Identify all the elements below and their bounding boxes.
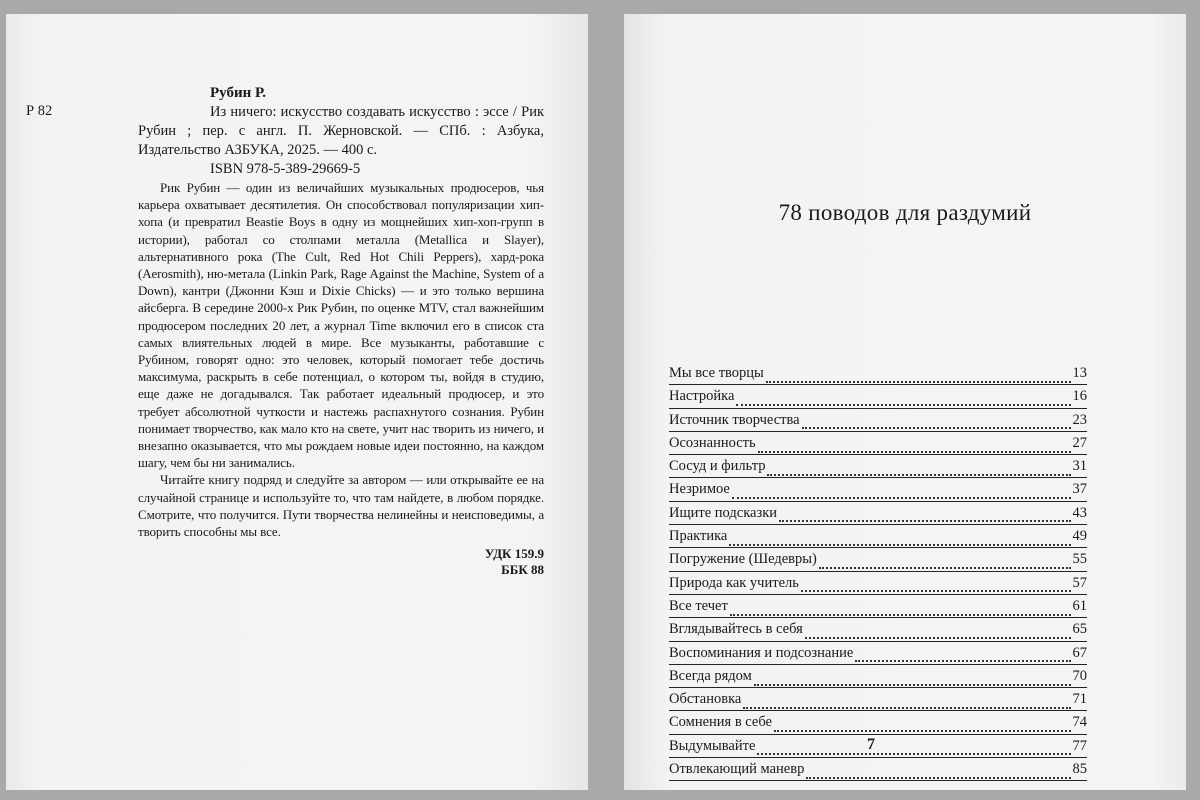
toc-entry-page: 31 bbox=[1072, 458, 1087, 475]
dot-leader bbox=[754, 671, 1071, 686]
toc-entry-page: 67 bbox=[1072, 644, 1087, 661]
toc-entry-page: 49 bbox=[1072, 528, 1087, 545]
toc-entry[interactable] bbox=[669, 688, 1087, 711]
toc-entry-page: 77 bbox=[1072, 737, 1087, 754]
toc-entry[interactable] bbox=[669, 548, 1087, 571]
toc-entry-page: 37 bbox=[1072, 481, 1087, 498]
toc-entry-page: 71 bbox=[1072, 691, 1087, 708]
toc-entry[interactable] bbox=[669, 618, 1087, 641]
classification-indices bbox=[138, 546, 544, 578]
dot-leader bbox=[758, 438, 1071, 453]
dot-leader bbox=[736, 391, 1070, 406]
toc-entry-title: Всегда рядом bbox=[669, 667, 752, 684]
toc-entry-title: Природа как учитель bbox=[669, 574, 799, 591]
toc-entry-title: Мы все творцы bbox=[669, 365, 764, 381]
toc-entry-title: Обстановка bbox=[669, 691, 742, 708]
bbk-code: ББК 88 bbox=[501, 562, 544, 578]
toc-entry-page: 65 bbox=[1072, 621, 1087, 638]
contents-heading: 78 поводов для раздумий bbox=[778, 200, 1032, 225]
toc-entry-page: 57 bbox=[1072, 574, 1087, 591]
toc-entry[interactable] bbox=[669, 478, 1087, 501]
toc-entry[interactable] bbox=[669, 385, 1087, 408]
toc-entry[interactable] bbox=[669, 595, 1087, 618]
dot-leader bbox=[819, 554, 1071, 569]
toc-entry-title: Сосуд и фильтр bbox=[669, 458, 766, 475]
toc-entry[interactable] bbox=[669, 409, 1087, 432]
toc-entry[interactable] bbox=[669, 665, 1087, 688]
right-page bbox=[624, 14, 1186, 790]
toc-entry[interactable] bbox=[669, 432, 1087, 455]
dot-leader bbox=[766, 368, 1071, 383]
toc-entry-title: Сомнения в себе bbox=[669, 714, 772, 731]
toc-entry-page: 16 bbox=[1072, 388, 1087, 405]
toc-entry[interactable] bbox=[669, 502, 1087, 525]
toc-entry-page: 70 bbox=[1072, 667, 1087, 684]
title-record: Из ничего: искусство создавать искусство : эссе / Рик Рубин ; пер. с англ. П. Жерновской. — СПб. : Азбука, Издательство АЗБУКА, 2025. — 400 с. bbox=[138, 104, 544, 158]
dot-leader bbox=[730, 601, 1071, 616]
toc-entry-title: Осознанность bbox=[669, 434, 756, 451]
toc-entry-title: Источник творчества bbox=[669, 411, 800, 428]
dot-leader bbox=[774, 717, 1071, 732]
toc-entry[interactable] bbox=[669, 362, 1087, 385]
udk-code: УДК 159.9 bbox=[484, 546, 544, 562]
toc-entry-page: 55 bbox=[1072, 551, 1087, 568]
table-of-contents bbox=[669, 362, 1087, 781]
toc-entry-title: Погружение (Шедевры) bbox=[669, 551, 817, 568]
toc-entry-title: Выдумывайте bbox=[669, 737, 756, 754]
dot-leader bbox=[743, 694, 1070, 709]
dot-leader bbox=[802, 414, 1071, 429]
toc-entry-title: Воспоминания и подсознание bbox=[669, 644, 854, 661]
toc-entry-title: Отвлекающий маневр bbox=[669, 761, 805, 778]
toc-entry-page: 23 bbox=[1072, 411, 1087, 428]
dot-leader bbox=[806, 764, 1070, 779]
toc-entry-page: 74 bbox=[1072, 714, 1087, 731]
toc-entry-title: Незримое bbox=[669, 481, 730, 498]
author-heading: Рубин Р. bbox=[210, 85, 267, 101]
dot-leader bbox=[779, 507, 1071, 522]
dot-leader bbox=[729, 531, 1070, 546]
toc-entry-title: Вглядывайтесь в себя bbox=[669, 621, 803, 638]
toc-entry-page: 43 bbox=[1072, 504, 1087, 521]
toc-entry[interactable] bbox=[669, 711, 1087, 734]
toc-entry[interactable] bbox=[669, 758, 1087, 781]
toc-entry[interactable] bbox=[669, 572, 1087, 595]
dot-leader bbox=[767, 461, 1070, 476]
isbn: ISBN 978-5-389-29669-5 bbox=[210, 161, 361, 177]
toc-entry-title: Все течет bbox=[669, 597, 728, 614]
annotation bbox=[138, 179, 544, 540]
dot-leader bbox=[805, 624, 1071, 639]
left-page bbox=[6, 14, 588, 790]
toc-entry-title: Настройка bbox=[669, 388, 735, 405]
dot-leader bbox=[732, 484, 1071, 499]
classification-code: Р 82 bbox=[26, 103, 53, 119]
toc-entry-page: 61 bbox=[1072, 597, 1087, 614]
toc-entry-page: 85 bbox=[1072, 761, 1087, 778]
toc-entry[interactable] bbox=[669, 525, 1087, 548]
dot-leader bbox=[855, 647, 1070, 662]
toc-entry-title: Ищите подсказки bbox=[669, 504, 777, 521]
toc-entry-title: Практика bbox=[669, 528, 728, 545]
toc-entry-page: 27 bbox=[1072, 434, 1087, 451]
annotation-paragraph: Рик Рубин — один из величайших музыкальных продюсеров, чья карьера охватывает десятилетия. Он способствовал популяризации хип-хопа (и превратил Beastie Boys в одну из мощнейших хип-хоп-групп в истории), работал со столпами металла (Metallica и Slayer), альтернативного рока (The Cult, Red Hot Chili Peppers), хард-рока (Aerosmith), ню-метала (Linkin Park, Rage Against the Machine, System of a Down), кантри (Джонни Кэш и Dixie Chicks) — и это только вершина айсберга. В середине 2000-х Рик Рубин, по оценке MTV, стал важнейшим продюсером последних 20 лет, а журнал Time включил его в список ста самых влиятельных людей в мире. Все музыканты, работавшие с Рубином, говорят одно: это человек, который помогает тебе достичь максимума, раскрыть в себе потенциал, о котором ты, войдя в студию, еще даже не догадывался. Так работает идеальный продюсер, и это требует абсолютной чуткости и настежь распахнутого сознания. Рубин понимает творчество, как мало кто на свете, учит нас творить из ничего, и внезапно оказывается, что мы рождаем новые идеи постоянно, на каждом шагу, чем бы ни занимались. bbox=[138, 180, 544, 471]
page-number: 7 bbox=[867, 736, 875, 753]
toc-entry-page: 13 bbox=[1072, 365, 1087, 381]
annotation-paragraph: Читайте книгу подряд и следуйте за автором — или открывайте ее на случайной странице и используйте то, что там найдете, в любом порядке. Смотрите, что получится. Пути творчества нелинейны и неисповедимы, а творить способны мы все. bbox=[138, 472, 544, 540]
toc-entry[interactable] bbox=[669, 642, 1087, 665]
bibliographic-record bbox=[26, 84, 544, 578]
dot-leader bbox=[801, 577, 1071, 592]
toc-entry[interactable] bbox=[669, 455, 1087, 478]
